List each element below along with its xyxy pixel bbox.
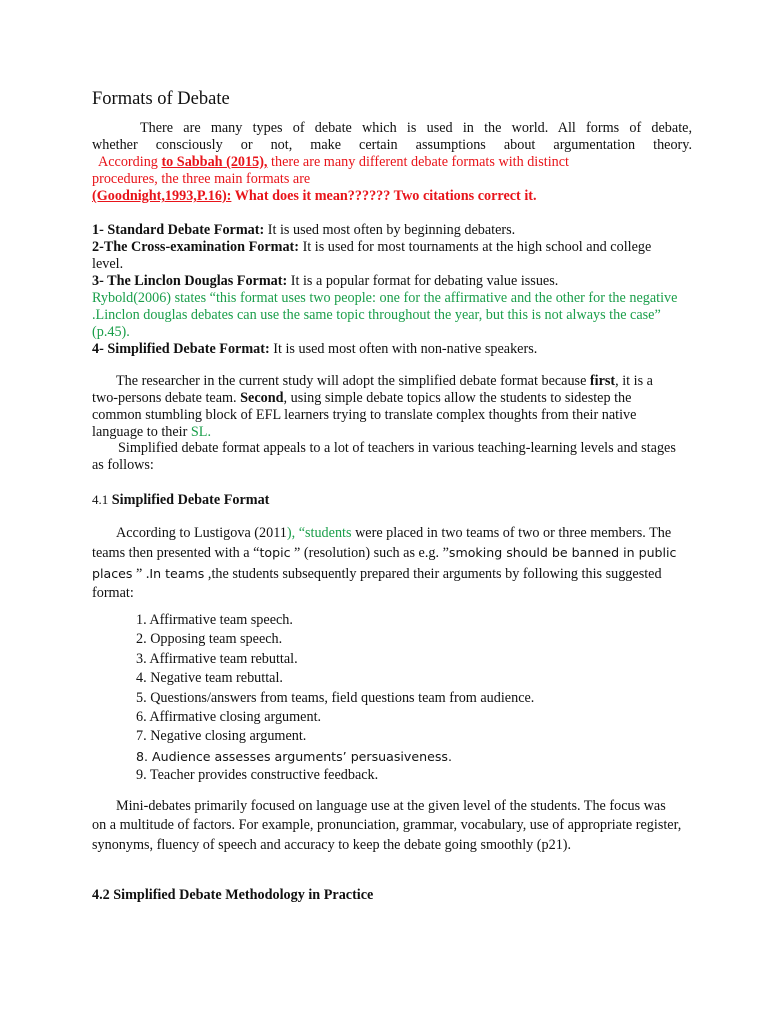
- list-item: 4. Negative team rebuttal.: [136, 670, 283, 687]
- sabbah-line-2: procedures, the three main formats are: [92, 171, 311, 187]
- list-item: 3. Affirmative team rebuttal.: [136, 650, 298, 667]
- page-title: Formats of Debate: [92, 89, 230, 109]
- sabbah-reference: to Sabbah (2015),: [161, 154, 268, 170]
- sabbah-citation: [92, 154, 692, 205]
- intro-line-2: whether consciously or not, make certain assumptions about argumentation theory.: [92, 137, 692, 153]
- list-item: 1. Affirmative team speech.: [136, 612, 293, 628]
- lustigova-paragraph: According to Lustigova (2011), “students were placed in two teams of two or three members. The teams then presented with a “topic ” (resolution) such as e.g. ”smoking should be banned in public places ” .In teams ,the students subsequently prepared their arguments by following this suggested format:: [92, 525, 677, 602]
- list-item: 6. Affirmative closing argument.: [136, 709, 322, 726]
- intro-line-1: There are many types of debate which is used in the world. All forms of debate,: [140, 120, 692, 136]
- debate-steps-list: [92, 611, 692, 786]
- goodnight-reference: (Goodnight,1993,P.16):: [92, 188, 232, 204]
- format-item: 3- The Linclon Douglas Format: It is a popular format for debating value issues.: [92, 273, 559, 289]
- list-item: 9. Teacher provides constructive feedback.: [136, 767, 379, 784]
- mini-debates-paragraph: Mini-debates primarily focused on language use at the given level of the students. The focus was on a multitude of factors. For example, pronunciation, grammar, vocabulary, use of appropriate register, synonyms, fluency of speech and accuracy to keep the debate going smoothly (p21).: [92, 798, 682, 853]
- appeal-paragraph: Simplified debate format appeals to a lot of teachers in various teaching-learning levels and stages as follows:: [92, 440, 676, 473]
- format-item: 2-The Cross-examination Format: It is used for most tournaments at the high school and college level.: [92, 239, 652, 272]
- intro-paragraph: [92, 120, 692, 154]
- format-item: 4- Simplified Debate Format: It is used most often with non-native speakers.: [92, 341, 538, 357]
- section-heading-4-2: 4.2 Simplified Debate Methodology in Practice: [92, 887, 374, 903]
- list-item: 2. Opposing team speech.: [136, 631, 283, 648]
- rybold-quote: Rybold(2006) states “this format uses two people: one for the affirmative and the other for the negative .Linclon douglas debates can use the same topic throughout the year, but this is not always the case” (p.45).: [92, 290, 678, 340]
- researcher-paragraph: The researcher in the current study will adopt the simplified debate format because first, it is a two-persons debate team. Second, using simple debate topics allow the students to sidestep the common stumbling block of EFL learners trying to translate complex thoughts from their native language to their SL.: [92, 373, 653, 440]
- formats-list: [92, 222, 692, 358]
- section-heading-4-1: 4.1 Simplified Debate Format: [92, 492, 270, 508]
- list-item: 5. Questions/answers from teams, field questions team from audience.: [136, 689, 535, 706]
- list-item: 7. Negative closing argument.: [136, 728, 307, 745]
- goodnight-line: (Goodnight,1993,P.16): What does it mean?????? Two citations correct it.: [92, 188, 537, 204]
- format-item: 1- Standard Debate Format: It is used most often by beginning debaters.: [92, 222, 516, 238]
- list-item: 8. Audience assesses arguments’ persuasiveness.: [136, 748, 452, 764]
- sabbah-line-1: According to Sabbah (2015), there are many different debate formats with distinct: [98, 154, 569, 170]
